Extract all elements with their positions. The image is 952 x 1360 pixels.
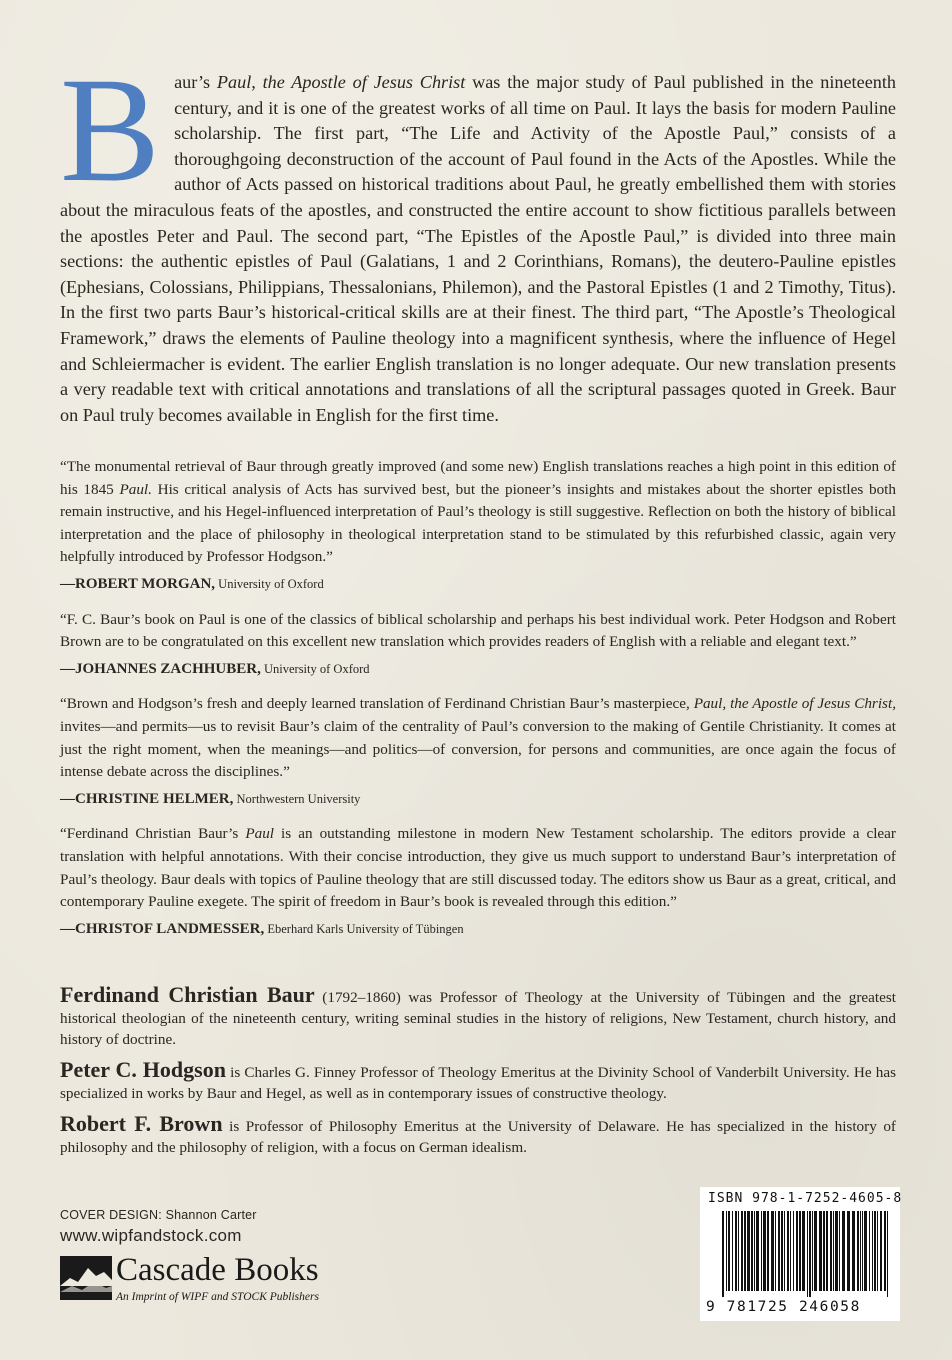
author-bio — [60, 1059, 896, 1104]
blurb-book-title: Paul, the Apostle of Jesus Christ — [216, 72, 466, 92]
barcode-bars — [722, 1211, 892, 1297]
publisher-logo — [60, 1252, 360, 1308]
barcode-bar — [814, 1211, 817, 1291]
barcode-bar — [857, 1211, 859, 1291]
barcode-bar — [807, 1211, 808, 1297]
description-blurb — [60, 47, 897, 428]
author-bio-text: was Professor of Theology at the University of Tübingen and the greatest historical theologian of the nineteenth century, writing seminal studies in the history of religions, New Testament, church history, and history of doctrine. — [60, 989, 896, 1048]
barcode-bar — [778, 1211, 780, 1291]
publisher-subtitle: An Imprint of WIPF and STOCK Publishers — [116, 1291, 319, 1303]
barcode-bar — [869, 1211, 870, 1291]
author-name: Peter C. Hodgson — [60, 1057, 226, 1082]
endorser-name: —CHRISTOF LANDMESSER, — [60, 920, 265, 937]
barcode-bar — [847, 1211, 850, 1291]
barcode-bar — [756, 1211, 759, 1291]
barcode-bar — [744, 1211, 746, 1291]
barcode-bar — [802, 1211, 805, 1291]
endorser-name: —ROBERT MORGAN, — [60, 575, 216, 592]
endorser-affiliation: University of Oxford — [260, 661, 370, 676]
author-bios — [60, 984, 896, 1167]
author-name: Ferdinand Christian Baur — [60, 982, 315, 1007]
endorsement-italic: Paul, the Apostle of Jesus Christ, — [693, 695, 896, 713]
barcode-bar — [852, 1211, 855, 1291]
endorser-affiliation: Northwestern University — [233, 791, 361, 806]
author-dates: (1792–1860) — [314, 989, 401, 1006]
endorsement-text: “Ferdinand Christian Baur’s — [60, 825, 246, 843]
endorsement-attribution — [60, 658, 896, 681]
endorsement-text: His critical analysis of Acts has survived best, but the pioneer’s insights and mistakes about the shorter epistles both remain instructive, and his Hegel-influenced interpretation of Paul’s theology is still suggestive. Reflection on both the history of biblical interpretation and the place of philosophy in theological interpretation stand to be stimulated by this refurbished classic, again very helpfully introduced by Professor Hodgson.” — [60, 480, 896, 566]
barcode-bar — [880, 1211, 882, 1291]
drop-cap: B — [60, 47, 161, 213]
mountain-logo-icon — [60, 1256, 112, 1304]
endorsement — [60, 693, 896, 810]
endorsement-text: is an outstanding milestone in modern New Testament scholarship. The editors provide a clear translation with helpful annotations. With their concise introduction, they give us much support to understand Baur’s interpretation of Paul’s theology. Baur deals with topics of Pauline theology that are still discussed today. The editors show us Baur as a great, critical, and contemporary Pauline exegete. The spirit of freedom in Baur’s book is revealed through this edition.” — [60, 825, 896, 911]
endorsement-attribution — [60, 788, 896, 811]
endorsement-text: “F. C. Baur’s book on Paul is one of the classics of biblical scholarship and perhaps his best individual work. Peter Hodgson and Robert Brown are to be congratulated on this excellent new translation which provides readers of English with a reliable and elegant text.” — [60, 610, 896, 651]
endorsement-text: invites—and permits—us to revisit Baur’s claim of the centrality of Paul’s conversion to the making of Gentile Christianity. It comes at just the right moment, when the meanings—and politics—of conversion, for persons and communities, are once again the focus of intense debate across the disciplines.” — [60, 717, 896, 781]
isbn-label: ISBN 978-1-7252-4605-8 — [708, 1191, 903, 1206]
barcode-bar — [860, 1211, 861, 1291]
barcode-bar — [751, 1211, 753, 1291]
barcode-bar — [741, 1211, 743, 1291]
barcode-bar — [887, 1211, 888, 1297]
barcode-bar — [819, 1211, 822, 1291]
endorsement — [60, 456, 896, 596]
barcode-bar — [884, 1211, 886, 1291]
barcode-bar — [763, 1211, 766, 1291]
footer-credits — [60, 1208, 390, 1246]
barcode-bar — [799, 1211, 801, 1291]
barcode-bar — [826, 1211, 828, 1291]
barcode-bar — [722, 1211, 724, 1297]
barcode-bar — [771, 1211, 774, 1291]
endorsement-text: “The monumental retrieval of Baur through greatly improved (and some new) English translations reaches a high point in this edition of his 1845 — [60, 458, 896, 498]
barcode-bar — [874, 1211, 876, 1291]
barcode-bar — [732, 1211, 733, 1291]
blurb-intro: aur’s — [174, 72, 217, 92]
barcode-bar — [747, 1211, 750, 1291]
barcode-bar — [728, 1211, 730, 1291]
barcode-bar — [781, 1211, 783, 1291]
barcode-bar — [767, 1211, 769, 1291]
barcode-bar — [726, 1211, 727, 1291]
author-bio-text: is Charles G. Finney Professor of Theology Emeritus at the Divinity School of Vanderbilt University. He has specialized in works by Baur and Hegel, as well as in contemporary issues of constructive theology. — [60, 1064, 896, 1102]
barcode-bar — [796, 1211, 798, 1291]
endorsement — [60, 609, 896, 681]
author-bio-text: is Professor of Philosophy Emeritus at the University of Delaware. He has specialized in the history of philosophy and the philosophy of religion, with a focus on German idealism. — [60, 1118, 896, 1156]
endorser-name: —CHRISTINE HELMER, — [60, 790, 234, 807]
barcode-bar — [793, 1211, 794, 1291]
endorsement-italic: Paul — [245, 825, 275, 843]
barcode-bar — [790, 1211, 791, 1291]
barcode-digits: 9 781725 246058 — [706, 1299, 861, 1315]
barcode-bar — [754, 1211, 755, 1291]
barcode-bar — [839, 1211, 840, 1291]
endorsement-italic: Paul. — [119, 480, 152, 498]
endorsements — [60, 456, 896, 953]
endorsement — [60, 823, 896, 940]
barcode-bar — [833, 1211, 834, 1291]
publisher-name: Cascade Books — [116, 1252, 319, 1288]
endorsement-attribution — [60, 918, 896, 941]
author-bio — [60, 984, 896, 1050]
barcode-bar — [864, 1211, 867, 1291]
isbn-barcode — [700, 1187, 903, 1321]
endorser-affiliation: Eberhard Karls University of Tübingen — [264, 921, 464, 936]
barcode-bar — [775, 1211, 776, 1291]
endorsement-text: “Brown and Hodgson’s fresh and deeply learned translation of Ferdinand Christian Baur’s masterpiece, — [60, 695, 694, 713]
endorsement-attribution — [60, 573, 896, 596]
barcode-bar — [862, 1211, 863, 1291]
author-bio — [60, 1113, 896, 1158]
endorser-name: —JOHANNES ZACHHUBER, — [60, 660, 261, 677]
barcode-bar — [812, 1211, 813, 1291]
cover-design-credit: COVER DESIGN: Shannon Carter — [60, 1208, 257, 1222]
barcode-bar — [877, 1211, 878, 1291]
blurb-body: was the major study of Paul published in the nineteenth century, and it is one of the greatest works of all time on Paul. It lays the basis for modern Pauline scholarship. The first part, “The Life and Activity of the Apostle Paul,” consists of a thoroughgoing deconstruction of the account of Paul found in the Acts of the Apostles. While the author of Acts passed on historical traditions about Paul, he greatly embellished them with stories about the miraculous feats of the apostles, and constructed the entire account to show fictitious parallels between the apostles Peter and Paul. The second part, “The Epistles of the Apostle Paul,” is divided into three main sections: the authentic epistles of Paul (Galatians, 1 and 2 Corinthians, Romans), the deutero-Pauline epistles (Ephesians, Colossians, Philippians, Thessalonians, Philemon), and the Pastoral Epistles (1 and 2 Timothy, Titus). In the first two parts Baur’s historical-critical skills are at their finest. The third part, “The Apostle’s Theological Framework,” draws the elements of Pauline theology into a magnificent synthesis, where the influence of Hegel and Schleiermacher is evident. The earlier English translation is no longer adequate. Our new translation presents a very readable text with critical annotations and translations of all the scriptural passages quoted in Greek. Baur on Paul truly becomes available in English for the first time. — [60, 72, 897, 425]
barcode-bar — [738, 1211, 739, 1291]
barcode-bar — [842, 1211, 845, 1291]
barcode-bar — [872, 1211, 873, 1291]
barcode-bar — [761, 1211, 762, 1291]
author-name: Robert F. Brown — [60, 1111, 223, 1136]
barcode-bar — [787, 1211, 789, 1291]
barcode-bar — [830, 1211, 832, 1291]
barcode-bar — [735, 1211, 737, 1291]
barcode-bar — [809, 1211, 811, 1297]
endorser-affiliation: University of Oxford — [215, 576, 324, 591]
barcode-bar — [784, 1211, 785, 1291]
barcode-bar — [823, 1211, 825, 1291]
publisher-website: www.wipfandstock.com — [60, 1226, 242, 1245]
barcode-bar — [835, 1211, 838, 1291]
